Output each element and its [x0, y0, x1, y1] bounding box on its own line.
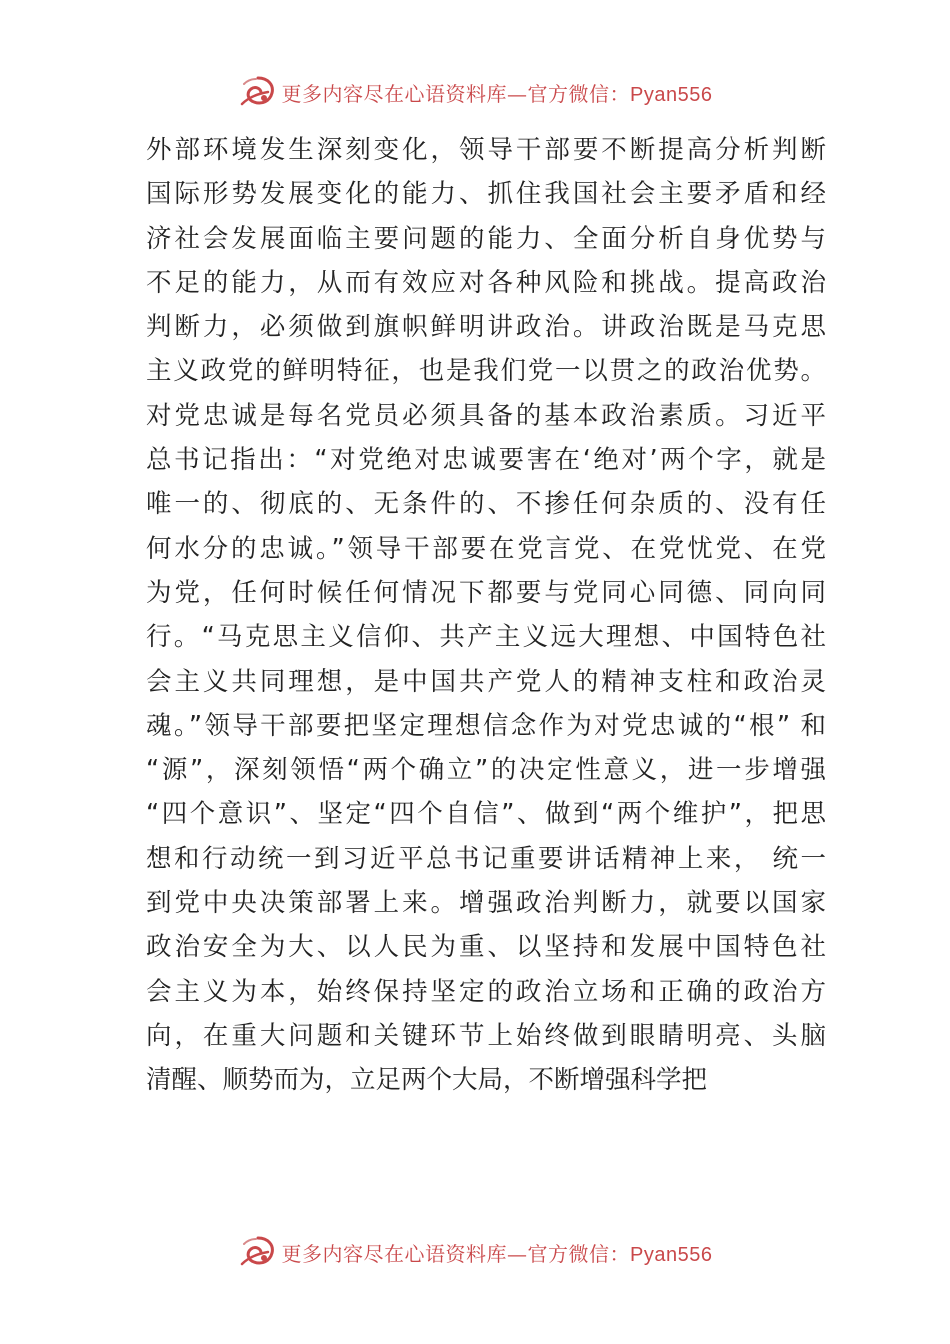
document-body: [146, 128, 826, 1103]
document-line: 清醒、顺势而为，立足两个大局，不断增强科学把: [146, 1065, 708, 1096]
document-line: 向，在重大问题和关键环节上始终做到眼睛明亮、头脑: [146, 1020, 826, 1051]
document-line: 行。“马克思主义信仰、共产主义远大理想、中国特色社: [146, 622, 826, 653]
red-swirl-logo-icon: [238, 74, 278, 110]
document-line: 国际形势发展变化的能力、抓住我国社会主要矛盾和经: [146, 179, 826, 210]
document-line: 主义政党的鲜明特征，也是我们党一以贯之的政治优势。: [146, 356, 826, 387]
document-line: 对党忠诚是每名党员必须具备的基本政治素质。习近平: [146, 400, 826, 431]
footer-banner-label: 更多内容尽在心语资料库—官方微信：: [281, 1241, 631, 1266]
footer-banner-text: [282, 1238, 713, 1267]
document-line: 魂。”领导干部要把坚定理想信念作为对党忠诚的“根” 和: [146, 710, 826, 741]
document-line: 会主义为本，始终保持坚定的政治立场和正确的政治方: [146, 976, 826, 1007]
footer-wechat-id: Pyan556: [630, 1243, 713, 1266]
red-swirl-logo-icon: [238, 1234, 278, 1270]
footer-banner: [0, 1232, 950, 1272]
document-line: 判断力，必须做到旗帜鲜明讲政治。讲政治既是马克思: [146, 312, 826, 343]
header-wechat-id: Pyan556: [630, 83, 713, 106]
document-line: 想和行动统一到习近平总书记重要讲话精神上来， 统一: [146, 843, 826, 874]
document-line: 总书记指出：“对党绝对忠诚要害在‘绝对’两个字，就是: [146, 445, 826, 476]
document-line: 唯一的、彻底的、无条件的、不掺任何杂质的、没有任: [146, 489, 826, 520]
header-banner: [0, 72, 950, 112]
document-line: “四个意识”、坚定“四个自信”、做到“两个维护”，把思: [146, 799, 826, 830]
document-line: 政治安全为大、以人民为重、以坚持和发展中国特色社: [146, 932, 826, 963]
document-line: 为党，任何时候任何情况下都要与党同心同德、同向同: [146, 577, 826, 608]
document-line: 外部环境发生深刻变化，领导干部要不断提高分析判断: [146, 135, 826, 165]
document-line: 不足的能力，从而有效应对各种风险和挑战。提高政治: [146, 267, 826, 298]
header-banner-text: [282, 78, 713, 107]
document-line: 何水分的忠诚。”领导干部要在党言党、在党忧党、在党: [146, 533, 826, 564]
header-banner-label: 更多内容尽在心语资料库—官方微信：: [281, 81, 631, 106]
document-line: 会主义共同理想，是中国共产党人的精神支柱和政治灵: [146, 666, 826, 697]
document-line: 到党中央决策部署上来。增强政治判断力，就要以国家: [146, 888, 826, 919]
document-line: 济社会发展面临主要问题的能力、全面分析自身优势与: [146, 223, 826, 254]
document-line: “源”，深刻领悟“两个确立”的决定性意义，进一步增强: [146, 755, 826, 786]
